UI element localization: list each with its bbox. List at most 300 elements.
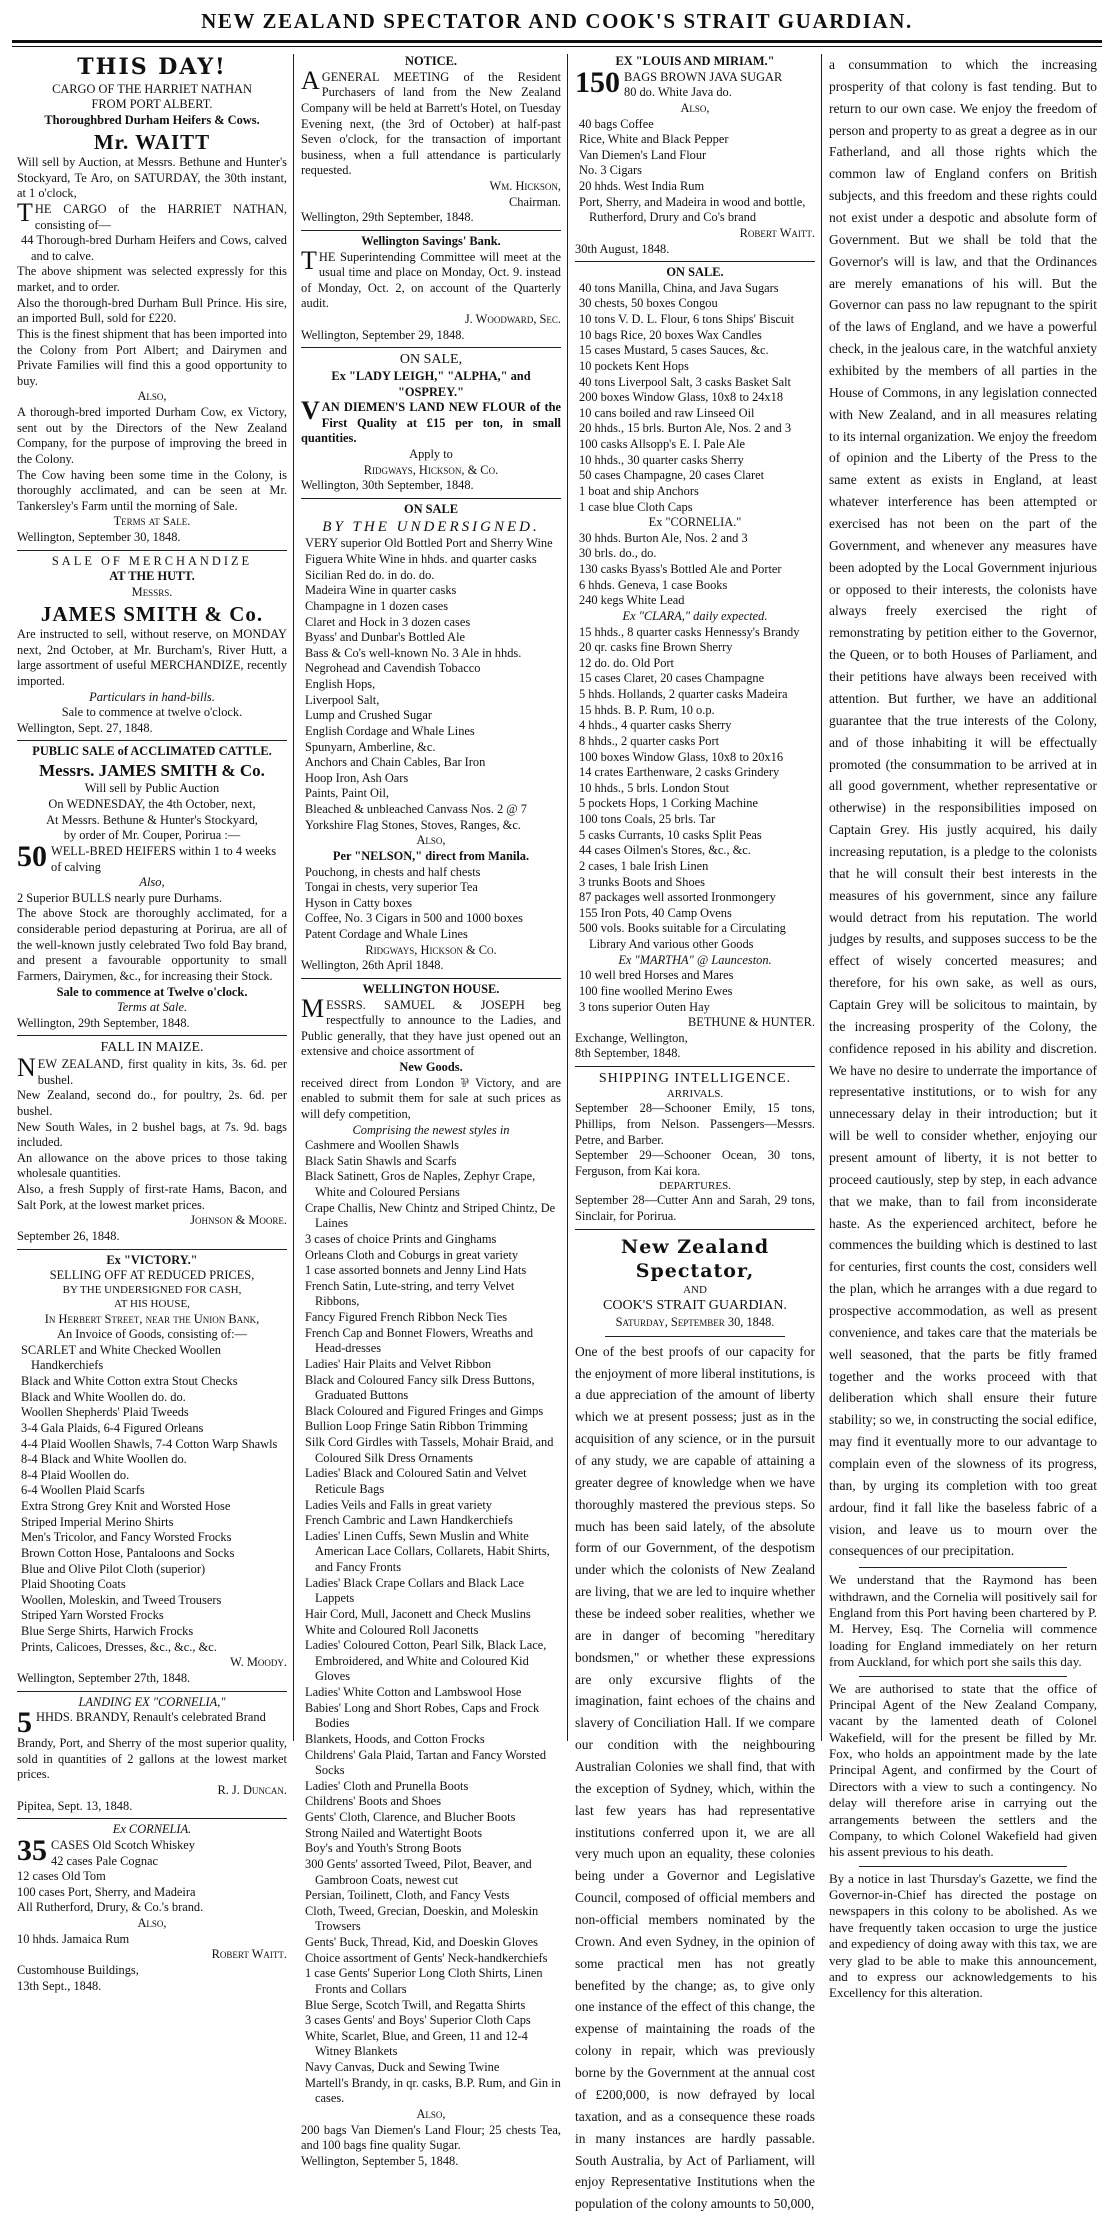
list-item: Hair Cord, Mull, Jaconett and Check Muslins: [305, 1606, 531, 1621]
list-item: 100 fine woolled Merino Ewes: [579, 983, 733, 998]
ad-text: VAN DIEMEN'S LAND NEW FLOUR of the First Quality at £15 per ton, in small quantities.: [301, 396, 561, 446]
list-item: 6 hhds. Geneva, 1 case Books: [579, 577, 728, 592]
paper-name: AND: [683, 1283, 707, 1296]
editorial-text: a consummation to which the increasing prosperity of that colony is fast tending. But to return to our own case. We enjoy the freedom of person and property to as great a degree as in our Fatherland, and all those rights which the common law of England confers on British subjects, and this freedom and these rights could not exist under a despotic and absolute form of Government. But we shall be told that the Governor's will is law, and that the Ordinances are merely emanations of his will. But the Governor can pass no law repugnant to the spirit of the laws of England, and we have a powerful check, in the jealous care, in the watchful anxiety exhibited by the members of all parties in the House of Commons, in any legislation connected with New Zealand, and in all measures relating to its internal organization. We enjoy the freedom of opinion and the Liberty of the Press to the same extent as exists in England, at least whatever interference has been attempted or exercised has not been on the part of the Government, and whenever any measures have been adopted by the Local Government injurious or opposed to their interests, the colonists have always freely exercised the right of remonstrating by petition either to the Governor, the Queen, or to both Houses of Parliament, and their petitions have always been received with attention. But further, we have an additional guarantee that the true interests of the Colony, and of those inhabiting it will be effectually promoted (the consummation to be arrived at in all good government, whether representative or otherwise) in the responsibilities imposed on Captain Grey. His justly acquired, his daily increasing reputation, is a pledge to the colonists that he will consult their best interests in the measures of his government, since any failure would detract from his reputation. The world judges by results, and supposes success to be the effect of wisely concerted measures; and therefore, for his own sake, as well as ours, Captain Grey will be solicitous to maintain, by the increasing prosperity of the Colony, the confidence reposed in his ability and discretion. We have no desire to underrate the importance of representative institutions, or to wish for any unnecessary delay in their introduction; but it will be well to consider whether, enjoying our present amount of liberty, it is not better to proceed cautiously, step by step, in each advance that we make, than to fail from inconsiderate haste. As the experienced architect, before he commences the building which is destined to last for centuries, first counts the cost, considers well the plan, which he arranges with a due regard to prospective accommodation, as well as present convenience, and takes care that the materials be well seasoned, that the parts be fitly framed together and the works proceed with that deliberation which shall ensure their future stability; so we, in constructing the social edifice, may find it eventually more to our advantage to complain even of the slowness of its progress, than, by urging its completion with too great ardour, find it fall like the baseless fabric of a vision, and leave us to mourn over the consequences of our precipitation.: [829, 57, 1097, 1559]
list-item: 15 hhds. B. P. Rum, 10 o.p.: [579, 702, 715, 717]
masthead-rule: [12, 40, 1102, 43]
ad-text: 12 cases Old Tom: [17, 1869, 106, 1884]
list-item: 15 hhds., 8 quarter casks Hennessy's Brandy: [579, 624, 800, 639]
list-item: Tongai in chests, very superior Tea: [305, 880, 478, 895]
list-item: French Cambric and Lawn Handkerchiefs: [305, 1513, 513, 1528]
list-item: Black Coloured and Figured Fringes and Gimps: [305, 1403, 544, 1418]
list-item: Men's Tricolor, and Fancy Worsted Frocks: [21, 1530, 232, 1545]
ad-headline: LANDING EX "CORNELIA,": [78, 1694, 226, 1709]
column-divider: [567, 54, 568, 1741]
ad-headline: WELLINGTON HOUSE.: [362, 981, 500, 996]
ad-harriet-nathan: [17, 54, 287, 546]
goods-list: [575, 281, 815, 515]
ad-signature: Wm. Hickson,: [489, 179, 561, 193]
ad-text: Brandy, Port, and Sherry of the most superior quality, sold in quantities of 2 gallons at the lowest market prices.: [17, 1736, 287, 1782]
list-item: Sicilian Red do. in do. do.: [305, 567, 435, 582]
ad-subhead: AT THE HUTT.: [109, 569, 195, 584]
list-item: Rice, White and Black Pepper: [579, 132, 729, 147]
list-item: Blue Serge, Scotch Twill, and Regatta Shirts: [305, 1997, 526, 2012]
ad-text: The Cow having been some time in the Colony, is thoroughly acclimated, and can be seen at Mr. Tankersley's Farm until the morning of Sale.: [17, 467, 287, 513]
list-item: 100 tons Coals, 25 brls. Tar: [579, 812, 716, 826]
ad-text: 2 Superior BULLS nearly pure Durhams.: [17, 890, 223, 905]
list-item: Bass & Co's well-known No. 3 Ale in hhds.: [305, 645, 522, 660]
ad-date: Wellington, Sept. 27, 1848.: [17, 720, 153, 735]
list-item: Ladies' Coloured Cotton, Pearl Silk, Black Lace, Embroidered, and White and Coloured Kid Gloves: [305, 1638, 547, 1684]
list-item: 10 cans boiled and raw Linseed Oil: [579, 405, 755, 420]
list-item: Woollen Shepherds' Plaid Tweeds: [21, 1405, 189, 1420]
ad-subhead: SELLING OFF AT REDUCED PRICES,: [49, 1268, 255, 1283]
ad-text: In Herbert Street, near the Union Bank,: [44, 1311, 260, 1326]
ad-subhead: Ex "MARTHA" @ Launceston.: [618, 952, 772, 967]
list-item: Brown Cotton Hose, Pantaloons and Socks: [21, 1545, 235, 1560]
ad-signature: Robert Waitt.: [211, 1947, 287, 1962]
ad-subhead: Ex "LADY LEIGH," "ALPHA," and "OSPREY.": [331, 368, 531, 399]
list-item: Persian, Toilinett, Cloth, and Fancy Vests: [305, 1888, 510, 1903]
list-item: 130 casks Byass's Bottled Ale and Porter: [579, 562, 782, 576]
news-paragraph: We are authorised to state that the office of Principal Agent of the New Zealand Company, vacant by the lamented death of Colonel Wakefield, will for the present be filled by Mr. Fox, who holds an appointment made by the late Principal Agent, and confirmed by the Court of Directors with a view to such a contingency. No delay will therefore arise in carrying out the arrangements between the settlers and the Company, to which Colonel Wakefield had given his assent previous to his death.: [829, 1680, 1097, 1860]
list-item: 1 case assorted bonnets and Jenny Lind Hats: [305, 1263, 527, 1278]
list-item: Van Diemen's Land Flour: [579, 147, 707, 162]
ad-text: Apply to: [409, 447, 453, 461]
list-item: Blankets, Hoods, and Cotton Frocks: [305, 1731, 485, 1746]
ad-signature: Robert Waitt.: [739, 225, 815, 240]
divider: [17, 1035, 287, 1036]
list-item: Spunyarn, Amberline, &c.: [305, 739, 436, 754]
list-item: Fancy Figured French Ribbon Neck Ties: [305, 1310, 508, 1325]
goods-list: [301, 536, 561, 833]
list-item: 3-4 Gala Plaids, 6-4 Figured Orleans: [21, 1420, 204, 1435]
list-item: French Satin, Lute-string, and terry Velvet Ribbons,: [305, 1278, 515, 1309]
ad-text: 80 do. White Java do.: [624, 85, 732, 100]
quantity-number: 5: [17, 1706, 32, 1740]
list-item: Ladies' Hair Plaits and Velvet Ribbon: [305, 1356, 492, 1371]
list-item: Striped Imperial Merino Shirts: [21, 1514, 174, 1529]
ad-notice: [301, 54, 561, 226]
list-item: Pouchong, in chests and half chests: [305, 864, 481, 879]
list-item: Hoop Iron, Ash Oars: [305, 770, 409, 785]
paper-name: COOK'S STRAIT GUARDIAN.: [603, 1298, 787, 1314]
ad-text: Also,: [139, 875, 165, 890]
ad-text: Terms at Sale.: [113, 514, 191, 529]
ad-text: This is the finest shipment that has been imported into the Colony from Port Albert; and Dairymen and Private Families will find this a good opportunity to buy.: [17, 326, 287, 388]
ad-date: Wellington, 26th April 1848.: [301, 958, 444, 973]
list-item: 5 casks Currants, 10 casks Split Peas: [579, 827, 762, 842]
ad-on-sale: [575, 265, 815, 1062]
goods-list: [575, 968, 815, 1015]
ad-text: received direct from London ⅌ Victory, and are enabled to submit them for sale at such prices as will defy competition,: [301, 1075, 561, 1121]
ad-text: A thorough-bred imported Durham Cow, ex Victory, sent out by the Directors of the New Zealand Company, for the purpose of improving the breed in the Colony.: [17, 405, 287, 466]
goods-list: [575, 117, 815, 226]
ad-signature: R. J. Duncan.: [217, 1783, 287, 1797]
ad-text: An Invoice of Goods, consisting of:—: [57, 1327, 247, 1342]
list-item: SCARLET and White Checked Woollen Handkerchiefs: [21, 1342, 221, 1373]
list-item: 8 hhds., 2 quarter casks Port: [579, 733, 720, 748]
list-item: Black Satinett, Gros de Naples, Zephyr Crape, White and Coloured Persians: [305, 1169, 536, 1200]
list-item: 40 bags Coffee: [579, 116, 654, 131]
ad-text: New Zealand, second do., for poultry, 2s. 6d. per bushel.: [17, 1088, 287, 1118]
list-item: 8-4 Plaid Woollen do.: [21, 1467, 130, 1482]
list-item: Black and White Woollen do. do.: [21, 1389, 186, 1404]
list-item: Patent Cordage and Whale Lines: [305, 927, 468, 942]
ad-headline: PUBLIC SALE of ACCLIMATED CATTLE.: [32, 744, 272, 759]
ad-text: THE Superintending Committee will meet at the usual time and place on Monday, Oct. 9. instead of Monday, Oct. 2, on account of the Quarterly audit.: [301, 245, 561, 311]
ad-text: All Rutherford, Drury, & Co.'s brand.: [17, 1900, 204, 1915]
goods-list: [575, 625, 815, 953]
ad-date: Wellington, September 29, 1848.: [301, 327, 465, 342]
issue-date: Saturday, September 30, 1848.: [615, 1315, 775, 1330]
list-item: No. 3 Cigars: [579, 163, 642, 178]
list-item: Crape Challis, New Chintz and Striped Chintz, De Laines: [305, 1200, 556, 1231]
list-item: Blue and Olive Pilot Cloth (superior): [21, 1561, 206, 1576]
list-item: Ladies' Black and Coloured Satin and Velvet Reticule Bags: [305, 1466, 527, 1496]
ad-louis-miriam: [575, 54, 815, 257]
ad-cattle-sale: [17, 744, 287, 1031]
ad-text: 42 cases Pale Cognac: [51, 1853, 159, 1868]
list-item: Navy Canvas, Duck and Sewing Twine: [305, 2060, 500, 2075]
ad-text: Sale to commence at Twelve o'clock.: [56, 984, 248, 999]
divider: [859, 1866, 1067, 1867]
ad-text: 10 hhds. Jamaica Rum: [17, 1931, 130, 1946]
list-item: 1 case Gents' Superior Long Cloth Shirts, Linen Fronts and Collars: [305, 1966, 543, 1996]
list-item: Plaid Shooting Coats: [21, 1577, 126, 1592]
ad-subhead: Thoroughbred Durham Heifers & Cows.: [44, 112, 260, 127]
list-item: Madeira Wine in quarter casks: [305, 583, 457, 598]
list-item: Babies' Long and Short Robes, Caps and Frock Bodies: [305, 1700, 540, 1731]
list-item: 240 kegs White Lead: [579, 593, 685, 608]
ad-brandy: [17, 1695, 287, 1815]
ad-text: 200 bags Van Diemen's Land Flour; 25 chests Tea, and 100 bags fine quality Sugar.: [301, 2122, 561, 2153]
list-item: Boy's and Youth's Strong Boots: [305, 1841, 462, 1856]
ad-text: New South Wales, in 2 bushel bags, at 7s. 9d. bags included.: [17, 1119, 287, 1150]
ad-signature: W. Moody.: [230, 1655, 287, 1670]
ad-headline: EX "LOUIS AND MIRIAM.": [615, 54, 775, 68]
ad-text: An allowance on the above prices to those taking wholesale quantities.: [17, 1150, 287, 1181]
list-item: 40 tons Liverpool Salt, 3 casks Basket Salt: [579, 374, 791, 389]
ad-headline: Wellington Savings' Bank.: [361, 233, 501, 248]
ad-text: Will sell by Public Auction: [84, 781, 220, 796]
list-item: 100 casks Allsopp's E. I. Pale Ale: [579, 437, 746, 451]
list-item: 44 cases Oilmen's Stores, &c., &c.: [579, 843, 751, 858]
list-item: 12 do. do. Old Port: [579, 655, 674, 670]
paper-title: [575, 1236, 815, 2215]
list-item: Anchors and Chain Cables, Bar Iron: [305, 755, 486, 770]
ad-text: Also, a fresh Supply of first-rate Hams, Bacon, and Salt Pork, at the lowest market prices.: [17, 1182, 287, 1212]
list-item: Cloth, Tweed, Grecian, Doeskin, and Moleskin Trowsers: [305, 1903, 539, 1934]
list-item: 5 hhds. Hollands, 2 quarter casks Madeira: [579, 687, 788, 701]
list-item: Prints, Calicoes, Dresses, &c., &c., &c.: [21, 1639, 217, 1654]
divider: [575, 261, 815, 262]
list-item: Yorkshire Flag Stones, Stoves, Ranges, &c.: [305, 817, 521, 832]
ad-text: Also the thorough-bred Durham Bull Prince. His sire, an imported Bull, sold for £220.: [17, 295, 287, 326]
list-item: Gents' Buck, Thread, Kid, and Doeskin Gloves: [305, 1935, 538, 1950]
list-item: Strong Nailed and Watertight Boots: [305, 1825, 483, 1840]
list-item: White, Scarlet, Blue, and Green, 11 and 12-4 Witney Blankets: [305, 2028, 528, 2059]
ad-signature: Ridgways, Hickson & Co.: [365, 942, 497, 957]
goods-list: [17, 1343, 287, 1656]
list-item: 10 bags Rice, 20 boxes Wax Candles: [579, 327, 762, 342]
list-item: Ladies' White Cotton and Lambswool Hose: [305, 1685, 522, 1700]
ad-text: Particulars in hand-bills.: [89, 689, 215, 704]
ad-subhead: Comprising the newest styles in: [352, 1122, 510, 1137]
list-item: 4-4 Plaid Woollen Shawls, 7-4 Cotton Warp Shawls: [21, 1436, 278, 1451]
shipping-entry: September 28—Cutter Ann and Sarah, 29 tons, Sinclair, for Porirua.: [575, 1193, 815, 1224]
quantity-number: 35: [17, 1833, 47, 1867]
ad-signature: Chairman.: [509, 194, 561, 209]
ad-subhead: Ex "CORNELIA.": [648, 515, 742, 530]
ad-text: Exchange, Wellington,: [575, 1030, 688, 1045]
ad-undersigned: [301, 502, 561, 974]
ad-date: 30th August, 1848.: [575, 241, 670, 256]
list-item: 4 hhds., 4 quarter casks Sherry: [579, 718, 732, 733]
ad-text: AGENERAL MEETING of the Resident Purchasers of land from the New Zealand Company will be held at Barrett's Hotel, on Tuesday Evening next, (the 3rd of October) at half-past Seven o'clock, for the transaction of important business, when a full attendance is particularly requested.: [301, 65, 561, 178]
ad-savings-bank: [301, 234, 561, 343]
list-item: English Hops,: [305, 677, 376, 692]
list-item: 87 packages well assorted Ironmongery: [579, 890, 776, 905]
ad-signature: J. Woodward, Sec.: [464, 312, 561, 326]
list-item: Childrens' Gala Plaid, Tartan and Fancy Worsted Socks: [305, 1747, 547, 1778]
shipping-intelligence: [575, 1070, 815, 1225]
ad-text: Also,: [137, 1916, 167, 1930]
list-item: Paints, Paint Oil,: [305, 786, 389, 801]
goods-list: [575, 531, 815, 609]
ad-subhead: Per "NELSON," direct from Manila.: [332, 848, 530, 863]
list-item: 30 brls. do., do.: [579, 546, 657, 561]
editorial-text: One of the best proofs of our capacity for the enjoyment of more liberal institutions, is a due appreciation of the amount of liberty which we at present possess; just as in the acquisition of any science, or in the pursuit of any study, we are capable of attaining a greater degree of knowledge when we have thoroughly mastered the previous steps. So much has been said lately, of the absolute form of our Government, of the despotism under which the colonists of New Zealand are living, that we are led to inquire whether these be indeed sober realities, whether we are in danger of becoming "hereditary bondsmen," or whether these expressions are only excursive flights of the imagination, faint echoes of the chains and slavery of Conciliation Hall. If we compare our condition with the neighbouring Australian Colonies we shall find, that with the exception of Sydney, which, within the last few years has had representative institutions conferred upon it, we are all very much upon an equality, these colonies being under a Governor and Legislative Council, composed of official members and non-official members nominated by the Crown. And even Sydney, in the opinion of some practical men has not greatly benefited by the change; as, to give only one instance of the effect of this change, the expense of maintaining the roads of the colony in repair, which was previously borne by the Government at the annual cost of £200,000, is now defrayed by local taxation, and as a consequence these roads in many instances are hardly passable. South Australia, by Act of Parliament, will enjoy Representative Institutions when the population of the colony amounts to 50,000,: [575, 1343, 815, 2212]
list-item: Black Satin Shawls and Scarfs: [305, 1153, 457, 1168]
divider: [17, 1691, 287, 1692]
list-item: 2 cases, 1 bale Irish Linen: [579, 858, 709, 873]
masthead-rule-thin: [12, 46, 1102, 47]
list-item: Ladies' Cloth and Prunella Boots: [305, 1778, 469, 1793]
ad-whiskey: [17, 1822, 287, 1994]
list-item: 40 tons Manilla, China, and Java Sugars: [579, 280, 779, 295]
list-item: Ladies Veils and Falls in great variety: [305, 1497, 492, 1512]
list-item: Negrohead and Cavendish Tobacco: [305, 661, 481, 676]
ad-text: Customhouse Buildings,: [17, 1962, 139, 1977]
divider: [301, 978, 561, 979]
ad-victory: [17, 1253, 287, 1687]
masthead: NEW ZEALAND SPECTATOR AND COOK'S STRAIT GUARDIAN.: [201, 9, 913, 33]
list-item: 30 chests, 50 boxes Congou: [579, 296, 718, 311]
list-item: Figuera White Wine in hhds. and quarter casks: [305, 552, 537, 567]
ad-maize: [17, 1039, 287, 1244]
list-item: Lump and Crushed Sugar: [305, 708, 432, 723]
divider: [859, 1676, 1067, 1677]
column-4: [824, 54, 1102, 2001]
list-item: Orleans Cloth and Coburgs in great variety: [305, 1247, 519, 1262]
list-item: 500 vols. Books suitable for a Circulating Library And various other Goods: [579, 921, 786, 951]
ad-text: Also,: [137, 389, 167, 404]
ad-text: NEW ZEALAND, first quality in kits, 3s. 6d. per bushel.: [17, 1053, 287, 1087]
ad-text: HHDS. BRANDY, Renault's celebrated Brand: [36, 1710, 266, 1725]
list-item: 10 pockets Kent Hops: [579, 358, 689, 373]
ad-text: WELL-BRED HEIFERS within 1 to 4 weeks of calving: [51, 843, 277, 874]
shipping-entry: September 29—Schooner Ocean, 30 tons, Ferguson, from Kai kora.: [575, 1148, 815, 1178]
ad-headline: Ex CORNELIA.: [112, 1822, 192, 1837]
list-item: 20 hhds. West India Rum: [579, 179, 705, 193]
ad-text: On WEDNESDAY, the 4th October, next,: [48, 797, 256, 812]
ad-text: BAGS BROWN JAVA SUGAR: [624, 69, 783, 84]
ad-date: Pipitea, Sept. 13, 1848.: [17, 1798, 133, 1813]
divider: [301, 230, 561, 231]
ad-date: 13th Sept., 1848.: [17, 1978, 102, 1993]
list-item: Coffee, No. 3 Cigars in 500 and 1000 boxes: [305, 911, 523, 926]
list-item: 200 boxes Window Glass, 10x8 to 24x18: [579, 390, 784, 405]
list-item: Champagne in 1 dozen cases: [305, 598, 449, 613]
ad-signature: BETHUNE & HUNTER.: [688, 1015, 815, 1030]
quantity-number: 50: [17, 839, 47, 873]
ad-headline: SALE OF MERCHANDIZE: [51, 553, 253, 568]
divider: [575, 1066, 815, 1067]
list-item: 3 tons superior Outen Hay: [579, 999, 710, 1014]
section-heading: SHIPPING INTELLIGENCE.: [598, 1071, 792, 1086]
list-item: Bleached & unbleached Canvass Nos. 2 @ 7: [305, 802, 527, 817]
list-item: 10 well bred Horses and Mares: [579, 968, 734, 983]
list-item: Ladies' Linen Cuffs, Sewn Muslin and White American Lace Collars, Collarets, Habit Shirts, and Fancy Fronts: [305, 1528, 550, 1575]
divider: [301, 347, 561, 348]
ad-subhead: BY THE UNDERSIGNED.: [322, 518, 540, 535]
list-item: English Cordage and Whale Lines: [305, 723, 475, 738]
ad-flour: [301, 351, 561, 494]
list-item: Childrens' Boots and Shoes: [305, 1794, 442, 1809]
list-item: Cashmere and Woollen Shawls: [305, 1138, 459, 1153]
list-item: Choice assortment of Gents' Neck-handkerchiefs: [305, 1950, 548, 1965]
ad-date: Wellington, 29th September, 1848.: [301, 210, 474, 225]
section-subheading: ARRIVALS.: [666, 1087, 724, 1100]
list-item: Woollen, Moleskin, and Tweed Trousers: [21, 1592, 222, 1607]
list-item: 6-4 Woollen Plaid Scarfs: [21, 1483, 145, 1498]
list-item: 300 Gents' assorted Tweed, Pilot, Beaver, and Gambroon Coats, newest cut: [305, 1856, 532, 1887]
goods-list: [301, 1138, 561, 2107]
list-item: 30 hhds. Burton Ale, Nos. 2 and 3: [579, 530, 748, 545]
ad-text: 44 Thorough-bred Durham Heifers and Cows, calved and to calve.: [21, 233, 287, 263]
column-3: [570, 54, 820, 2212]
ad-wellington-house: [301, 982, 561, 2170]
list-item: 10 tons V. D. L. Flour, 6 tons Ships' Biscuit: [579, 312, 795, 326]
list-item: Claret and Hock in 3 dozen cases: [305, 614, 471, 629]
auctioneer-name: JAMES SMITH & Co.: [40, 601, 264, 626]
ad-date: Wellington, September 27th, 1848.: [17, 1670, 191, 1685]
list-item: 15 cases Mustard, 5 cases Sauces, &c.: [579, 343, 769, 358]
list-item: Black and White Cotton extra Stout Checks: [21, 1374, 238, 1388]
divider: [859, 1567, 1067, 1568]
list-item: 5 pockets Hops, 1 Corking Machine: [579, 796, 758, 811]
ad-subhead: BY THE UNDERSIGNED FOR CASH,: [62, 1283, 242, 1296]
ad-subhead: Ex "CLARA," daily expected.: [622, 608, 768, 623]
ad-date: Wellington, September 30, 1848.: [17, 530, 181, 545]
ad-text: The above shipment was selected expressly for this market, and to order.: [17, 264, 287, 295]
list-item: Ladies' Black Crape Collars and Black Lace Lappets: [305, 1575, 524, 1606]
goods-list: [301, 865, 561, 943]
divider: [17, 1818, 287, 1819]
ad-text: Will sell by Auction, at Messrs. Bethune and Hunter's Stockyard, Te Aro, on SATURDAY, the 30th instant, at 1 o'clock,: [17, 155, 287, 201]
list-item: 100 boxes Window Glass, 10x8 to 20x16: [579, 749, 784, 764]
list-item: 3 trunks Boots and Shoes: [579, 874, 705, 889]
list-item: Martell's Brandy, in qr. casks, B.P. Rum, and Gin in cases.: [305, 2075, 561, 2106]
list-item: 1 boat and ship Anchors: [579, 483, 699, 498]
divider: [17, 1249, 287, 1250]
shipping-entry: September 28—Schooner Emily, 15 tons, Phillips, from Nelson. Passengers—Messrs. Petre, and Barber.: [575, 1101, 815, 1147]
list-item: White and Coloured Roll Jaconetts: [305, 1622, 479, 1637]
ad-text: Also,: [416, 2106, 446, 2121]
list-item: Bullion Loop Fringe Satin Ribbon Trimming: [305, 1419, 528, 1434]
ad-headline: ON SALE.: [666, 265, 724, 280]
list-item: VERY superior Old Bottled Port and Sherry Wine: [305, 536, 553, 551]
list-item: 3 cases of choice Prints and Ginghams: [305, 1231, 497, 1246]
ad-date: Wellington, September 5, 1848.: [301, 2153, 459, 2168]
list-item: Gents' Cloth, Clarence, and Blucher Boots: [305, 1810, 516, 1825]
ad-subhead: New Goods.: [399, 1060, 463, 1075]
paper-name: New Zealand Spectator,: [620, 1235, 770, 1282]
news-paragraph: By a notice in last Thursday's Gazette, we find the Governor-in-Chief has directed the postage on newspapers in this colony to be abolished. As we have frequently taken occasion to urge the justice and expediency of doing away with this tax, we are very glad to be able to make this announcement, and to express our acknowledgements to his Excellency for this alteration.: [829, 1870, 1097, 2001]
ad-subhead: CARGO OF THE HARRIET NATHAN: [52, 81, 252, 96]
auctioneer-name: Messrs. JAMES SMITH & Co.: [39, 761, 265, 780]
quantity-number: 150: [575, 65, 620, 99]
divider: [605, 1336, 785, 1337]
list-item: 20 qr. casks fine Brown Sherry: [579, 640, 733, 655]
ad-text: 100 cases Port, Sherry, and Madeira: [17, 1884, 196, 1899]
list-item: Liverpool Salt,: [305, 692, 380, 707]
ad-text: Also,: [680, 100, 710, 115]
ad-text: CASES Old Scotch Whiskey: [51, 1837, 195, 1852]
ad-signature: Ridgways, Hickson, & Co.: [363, 462, 499, 477]
list-item: 155 Iron Pots, 40 Camp Ovens: [579, 905, 732, 920]
list-item: French Cap and Bonnet Flowers, Wreaths and Head-dresses: [305, 1325, 534, 1356]
ad-headline: FALL IN MAIZE.: [100, 1040, 204, 1056]
list-item: 10 hhds., 30 quarter casks Sherry: [579, 452, 744, 467]
divider: [301, 498, 561, 499]
list-item: Striped Yarn Worsted Frocks: [21, 1608, 164, 1623]
list-item: 50 cases Champagne, 20 cases Claret: [579, 468, 765, 483]
ad-headline: ON SALE,: [399, 352, 463, 368]
list-item: 8-4 Black and White Woollen do.: [21, 1452, 187, 1467]
column-1: [12, 54, 292, 1993]
column-divider: [293, 54, 294, 1741]
list-item: Blue Serge Shirts, Harwich Frocks: [21, 1624, 194, 1638]
list-item: Hyson in Catty boxes: [305, 895, 413, 910]
ad-text: Also,: [416, 833, 446, 848]
divider: [17, 740, 287, 741]
list-item: Byass' and Dunbar's Bottled Ale: [305, 630, 466, 645]
ad-text: The above Stock are thoroughly acclimated, for a considerable period depasturing at Porirua, are all of the well-known justly celebrated Two fold Bay brand, and present a favourable opportunity to small Farmers, Dairymen, &c., for increasing their Stock.: [17, 906, 287, 983]
news-paragraph: We understand that the Raymond has been withdrawn, and the Cornelia will positively sail for England from this Port having been chartered by P. M. Hervey, Esq. The Cornelia will commence loading for England immediately on her return from Auckland, for which port she sails this day.: [829, 1572, 1097, 1670]
list-item: Silk Cord Girdles with Tassels, Mohair Braid, and Coloured Silk Dress Ornaments: [305, 1435, 554, 1465]
column-2: [296, 54, 566, 2168]
ad-text: Terms at Sale.: [116, 1000, 188, 1015]
ad-date: Wellington, 30th September, 1848.: [301, 478, 474, 493]
ad-headline: NOTICE.: [405, 54, 457, 68]
ad-text: Messrs.: [131, 584, 173, 599]
column-divider: [821, 54, 822, 1741]
ad-hutt-sale: [17, 554, 287, 737]
ad-date: Wellington, 29th September, 1848.: [17, 1015, 190, 1030]
ad-text: THE CARGO of the HARRIET NATHAN, consisting of—: [17, 197, 287, 232]
list-item: 1 case blue Cloth Caps: [579, 499, 693, 514]
divider: [575, 1229, 815, 1230]
list-item: 3 cases Gents' and Boys' Superior Cloth Caps: [305, 2013, 531, 2028]
ad-date: 8th September, 1848.: [575, 1046, 681, 1061]
list-item: 15 cases Claret, 20 cases Champagne: [579, 671, 765, 686]
ad-text: Are instructed to sell, without reserve, on MONDAY next, 2nd October, at Mr. Burcham's, River Hutt, a large assortment of useful MERCHANDIZE, recently imported.: [17, 627, 287, 688]
list-item: Port, Sherry, and Madeira in wood and bottle, Rutherford, Drury and Co's brand: [579, 194, 806, 225]
ad-headline: Ex "VICTORY.": [106, 1252, 198, 1267]
ad-headline: ON SALE: [403, 501, 459, 516]
